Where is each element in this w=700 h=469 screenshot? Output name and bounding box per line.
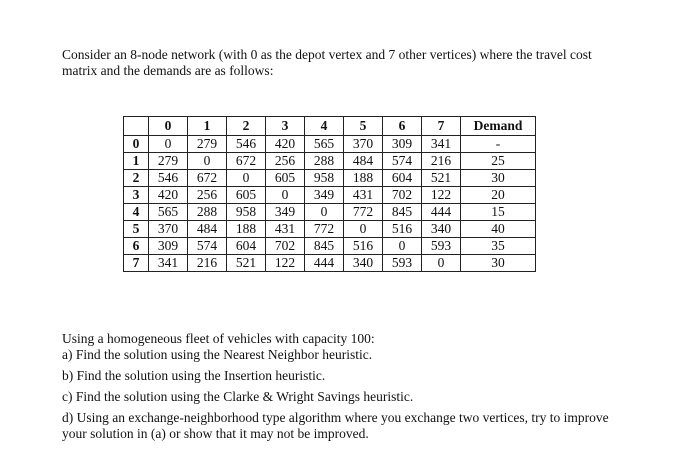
cost-cell: 604 — [383, 170, 422, 187]
cost-cell: 484 — [188, 221, 227, 238]
table-row — [124, 238, 536, 255]
row-header: 5 — [124, 221, 149, 238]
cost-cell: 484 — [344, 153, 383, 170]
cost-cell: 521 — [227, 255, 266, 272]
problem-intro — [62, 47, 662, 79]
cost-cell: 444 — [305, 255, 344, 272]
cost-cell: 256 — [266, 153, 305, 170]
row-header: 1 — [124, 153, 149, 170]
cost-cell: 431 — [266, 221, 305, 238]
cost-cell: 516 — [383, 221, 422, 238]
cost-cell: 546 — [149, 170, 188, 187]
cost-cell: 444 — [422, 204, 461, 221]
col-header: 1 — [188, 117, 227, 136]
cost-cell: 256 — [188, 187, 227, 204]
cost-cell: 420 — [266, 136, 305, 153]
row-header: 0 — [124, 136, 149, 153]
intro-line-1: Consider an 8-node network (with 0 as the depot vertex and 7 other vertices) where the travel cost — [62, 47, 592, 62]
col-header: 2 — [227, 117, 266, 136]
cost-cell: 341 — [149, 255, 188, 272]
cost-cell: 0 — [344, 221, 383, 238]
cost-cell: 216 — [422, 153, 461, 170]
cost-cell: 122 — [266, 255, 305, 272]
cost-cell: 188 — [344, 170, 383, 187]
cost-cell: 431 — [344, 187, 383, 204]
cost-cell: 420 — [149, 187, 188, 204]
question-a: a) Find the solution using the Nearest Neighbor heuristic. — [62, 347, 373, 362]
cost-cell: 546 — [227, 136, 266, 153]
row-header: 7 — [124, 255, 149, 272]
cost-cell: 772 — [305, 221, 344, 238]
table-row — [124, 187, 536, 204]
table-row — [124, 153, 536, 170]
row-header: 2 — [124, 170, 149, 187]
cost-cell: 605 — [227, 187, 266, 204]
cost-cell: 288 — [188, 204, 227, 221]
cost-cell: 672 — [188, 170, 227, 187]
demand-header: Demand — [461, 117, 536, 136]
cost-demand-table — [123, 116, 536, 272]
cost-cell: 340 — [422, 221, 461, 238]
row-header: 3 — [124, 187, 149, 204]
demand-cell: 25 — [461, 153, 536, 170]
cost-cell: 604 — [227, 238, 266, 255]
cost-cell: 340 — [344, 255, 383, 272]
cost-cell: 370 — [149, 221, 188, 238]
table-row — [124, 170, 536, 187]
col-header: 7 — [422, 117, 461, 136]
demand-cell: 15 — [461, 204, 536, 221]
col-header: 3 — [266, 117, 305, 136]
cost-cell: 0 — [266, 187, 305, 204]
cost-cell: 0 — [305, 204, 344, 221]
col-header: 6 — [383, 117, 422, 136]
question-d-line-1: d) Using an exchange-neighborhood type algorithm where you exchange two vertices, try to improve — [62, 410, 609, 425]
cost-cell: 672 — [227, 153, 266, 170]
cost-cell: 845 — [383, 204, 422, 221]
cost-cell: 0 — [149, 136, 188, 153]
cost-cell: 279 — [149, 153, 188, 170]
questions-block — [62, 331, 682, 442]
cost-cell: 565 — [305, 136, 344, 153]
cost-cell: 593 — [383, 255, 422, 272]
cost-cell: 309 — [383, 136, 422, 153]
cost-matrix-body — [124, 117, 536, 272]
row-header: 6 — [124, 238, 149, 255]
table-row — [124, 255, 536, 272]
demand-cell: 20 — [461, 187, 536, 204]
col-header: 4 — [305, 117, 344, 136]
table-corner-cell — [124, 117, 149, 136]
cost-cell: 288 — [305, 153, 344, 170]
cost-cell: 0 — [227, 170, 266, 187]
cost-cell: 370 — [344, 136, 383, 153]
cost-cell: 0 — [422, 255, 461, 272]
table-row — [124, 136, 536, 153]
cost-cell: 845 — [305, 238, 344, 255]
cost-cell: 349 — [305, 187, 344, 204]
demand-cell: 35 — [461, 238, 536, 255]
question-d-line-2: your solution in (a) or show that it may not be improved. — [62, 426, 369, 441]
intro-line-2: matrix and the demands are as follows: — [62, 63, 274, 78]
question-lead: Using a homogeneous fleet of vehicles with capacity 100: — [62, 331, 375, 346]
cost-cell: 702 — [383, 187, 422, 204]
table-header-row — [124, 117, 536, 136]
cost-cell: 309 — [149, 238, 188, 255]
cost-cell: 516 — [344, 238, 383, 255]
cost-cell: 349 — [266, 204, 305, 221]
question-b: b) Find the solution using the Insertion heuristic. — [62, 368, 326, 383]
demand-cell: 30 — [461, 170, 536, 187]
cost-cell: 958 — [227, 204, 266, 221]
cost-cell: 521 — [422, 170, 461, 187]
col-header: 0 — [149, 117, 188, 136]
cost-cell: 341 — [422, 136, 461, 153]
cost-cell: 958 — [305, 170, 344, 187]
row-header: 4 — [124, 204, 149, 221]
demand-cell: - — [461, 136, 536, 153]
cost-cell: 565 — [149, 204, 188, 221]
cost-cell: 574 — [188, 238, 227, 255]
cost-cell: 772 — [344, 204, 383, 221]
table-row — [124, 204, 536, 221]
col-header: 5 — [344, 117, 383, 136]
cost-cell: 0 — [188, 153, 227, 170]
table-row — [124, 221, 536, 238]
cost-cell: 702 — [266, 238, 305, 255]
question-c: c) Find the solution using the Clarke & Wright Savings heuristic. — [62, 389, 414, 404]
cost-cell: 605 — [266, 170, 305, 187]
cost-cell: 122 — [422, 187, 461, 204]
demand-cell: 30 — [461, 255, 536, 272]
cost-cell: 188 — [227, 221, 266, 238]
cost-cell: 574 — [383, 153, 422, 170]
cost-cell: 216 — [188, 255, 227, 272]
cost-cell: 0 — [383, 238, 422, 255]
cost-cell: 593 — [422, 238, 461, 255]
demand-cell: 40 — [461, 221, 536, 238]
cost-cell: 279 — [188, 136, 227, 153]
